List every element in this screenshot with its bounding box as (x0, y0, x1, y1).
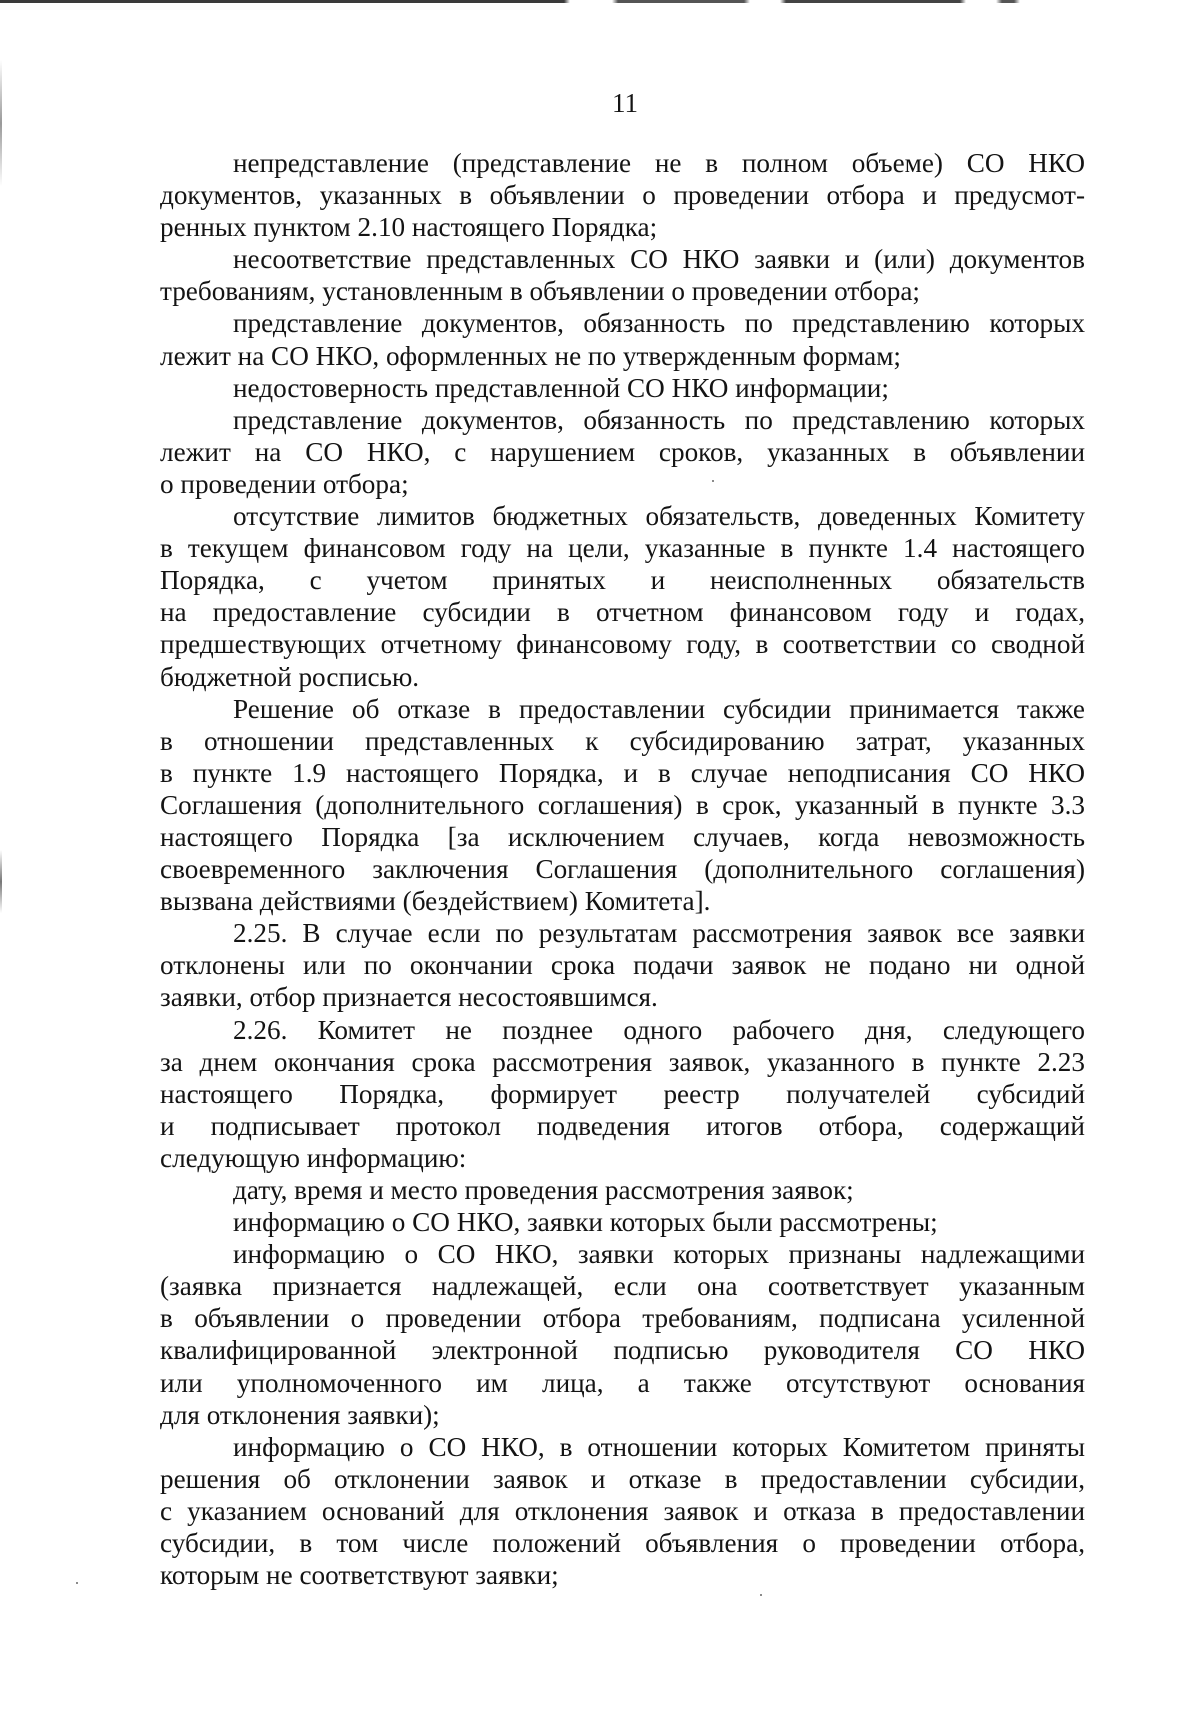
text-line: Порядка, с учетом принятых и неисполненных обязательств (160, 565, 1085, 596)
text-line: которым не соответствуют заявки; (160, 1560, 559, 1591)
text-line: вызвана действиями (бездействием) Комитета]. (160, 886, 711, 917)
text-line: лежит на СО НКО, оформленных не по утвержденным формам; (160, 340, 901, 371)
text-line: непредставление (представление не в полном объеме) СО НКО (233, 148, 1085, 178)
scan-speck (76, 1582, 78, 1584)
text-line: недостоверность представленной СО НКО информации; (233, 372, 889, 403)
text-line: требованиям, установленным в объявлении о проведении отбора; (160, 276, 920, 307)
text-line: 2.26. Комитет не позднее одного рабочего дня, следующего (233, 1014, 1085, 1045)
text-line: лежит на СО НКО, с нарушением сроков, указанных в объявлении (160, 436, 1085, 467)
text-line: предшествующих отчетному финансовому году, в соответствии со сводной (160, 629, 1085, 660)
scan-speck (712, 480, 714, 482)
text-line: Решение об отказе в предоставлении субсидии принимается также (233, 693, 1085, 724)
text-line: в пункте 1.9 настоящего Порядка, и в случае неподписания СО НКО (160, 757, 1085, 788)
text-line: 2.25. В случае если по результатам рассмотрения заявок все заявки (233, 918, 1085, 949)
text-line: информацию о СО НКО, в отношении которых Комитетом приняты (233, 1431, 1085, 1462)
text-line: дату, время и место проведения рассмотрения заявок; (233, 1175, 854, 1205)
text-line: квалифицированной электронной подписью руководителя СО НКО (160, 1335, 1085, 1366)
text-line: заявки, отбор признается несостоявшимся. (160, 982, 658, 1013)
text-line: информацию о СО НКО, заявки которых были рассмотрены; (233, 1207, 938, 1238)
document-body (160, 147, 1085, 1591)
page-number: 11 (612, 88, 638, 118)
text-line: и подписывает протокол подведения итогов отбора, содержащий (160, 1110, 1085, 1141)
text-line: информацию о СО НКО, заявки которых признаны надлежащими (233, 1239, 1085, 1270)
scan-speck (760, 1594, 762, 1596)
scan-edge-top (0, 0, 1200, 3)
text-line: представление документов, обязанность по представлению которых (233, 404, 1085, 435)
text-line: своевременного заключения Соглашения (дополнительного соглашения) (160, 854, 1085, 885)
text-line: (заявка признается надлежащей, если она соответствует указанным (160, 1271, 1085, 1302)
text-line: на предоставление субсидии в отчетном финансовом году и годах, (160, 597, 1085, 628)
text-line: Соглашения (дополнительного соглашения) в срок, указанный в пункте 3.3 (160, 789, 1085, 820)
text-line: с указанием оснований для отклонения заявок и отказа в предоставлении (160, 1495, 1085, 1526)
text-line: представление документов, обязанность по представлению которых (233, 308, 1085, 339)
text-line: решения об отклонении заявок и отказе в предоставлении субсидии, (160, 1463, 1085, 1494)
text-line: отсутствие лимитов бюджетных обязательств, доведенных Комитету (233, 501, 1085, 532)
text-line: настоящего Порядка [за исключением случаев, когда невозможность (160, 821, 1085, 852)
text-line: ренных пунктом 2.10 настоящего Порядка; (160, 212, 658, 243)
text-line: несоответствие представленных СО НКО заявки и (или) документов (233, 244, 1085, 275)
text-line: за днем окончания срока рассмотрения заявок, указанного в пункте 2.23 (160, 1046, 1085, 1077)
text-line: бюджетной росписью. (160, 661, 420, 692)
text-line: следующую информацию: (160, 1142, 467, 1173)
text-line: в отношении представленных к субсидированию затрат, указанных (160, 725, 1085, 756)
text-line: для отклонения заявки); (160, 1399, 440, 1430)
text-line: в объявлении о проведении отбора требованиям, подписана усиленной (160, 1303, 1085, 1334)
text-line: субсидии, в том числе положений объявления о проведении отбора, (160, 1528, 1085, 1559)
text-line: отклонены или по окончании срока подачи заявок не подано ни одной (160, 950, 1085, 981)
scan-edge-left (0, 60, 2, 1640)
text-line: или уполномоченного им лица, а также отсутствуют основания (160, 1367, 1085, 1398)
text-line: в текущем финансовом году на цели, указанные в пункте 1.4 настоящего (160, 533, 1085, 564)
text-line: документов, указанных в объявлении о проведении отбора и предусмот- (160, 180, 1085, 211)
text-line: настоящего Порядка, формирует реестр получателей субсидий (160, 1078, 1085, 1109)
text-line: о проведении отбора; (160, 468, 409, 499)
